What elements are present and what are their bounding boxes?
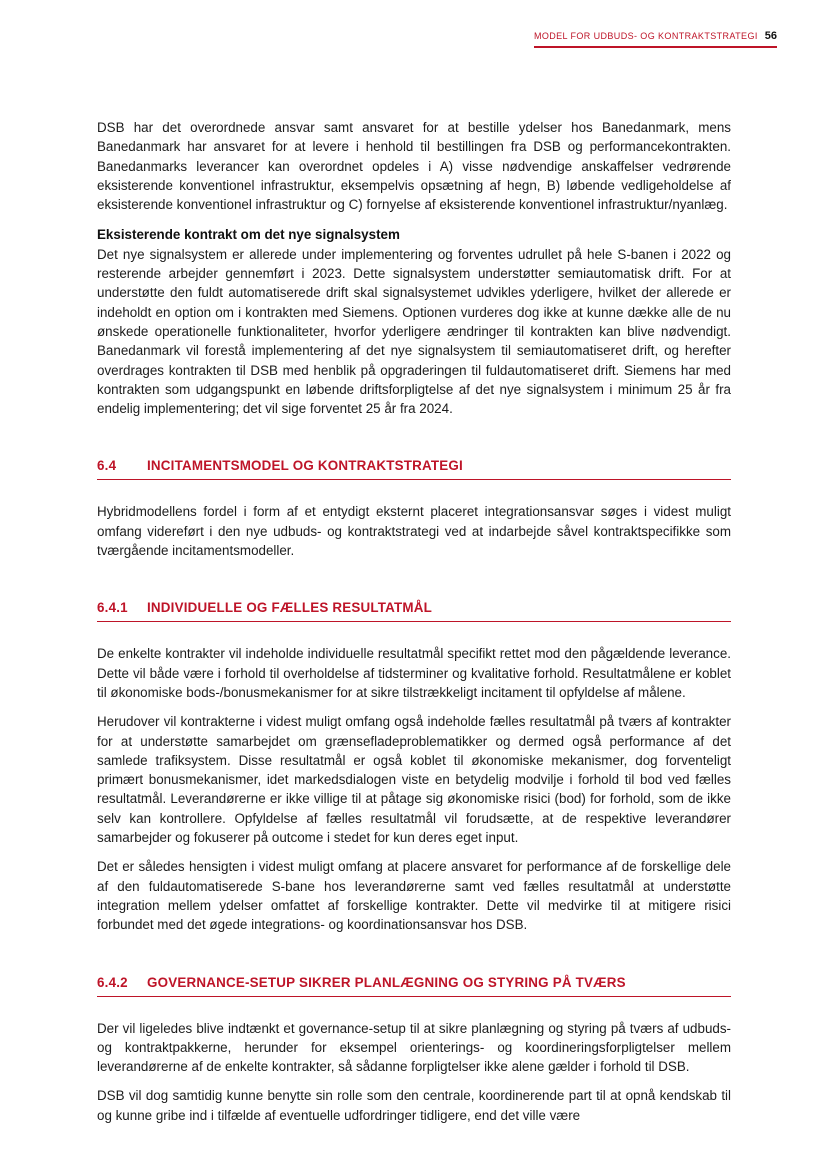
page-number: 56	[764, 30, 777, 42]
paragraph-signal-system: Det nye signalsystem er allerede under implementering og forventes udrullet på hele S-banen i 2022 og resterende arbejder gennemført i 2023. Dette signalsystem understøtter semiautomatisk drift. For at understøtte den fuldt automatiserede drift skal signalsystemet udvikles yderligere, hvilket der allerede er indeholdt en option om i kontrakten med Siemens. Optionen vurderes dog ikke at kunne dække alle de nu ønskede operationelle funktionaliteter, hvorfor yderligere ændringer til kontrakten kan blive nødvendigt. Banedanmark vil forestå implementering af det nye signalsystem til semiautomatiseret drift, og herefter overdrages kontrakten til DSB med henblik på opgraderingen til fuldautomatiseret drift. Siemens har med kontrakten som udgangspunkt en løbende driftsforpligtelse af det nye signalsystem i minimum 25 år fra endelig implementering; det vil sige forventet 25 år fra 2024.	[97, 246, 731, 417]
section-title: INDIVIDUELLE OG FÆLLES RESULTATMÅL	[147, 600, 433, 616]
paragraph-individual-targets: De enkelte kontrakter vil indeholde individuelle resultatmål specifikt rettet mod den pågældende leverance. Dette vil både være i forhold til overholdelse af tidsterminer og kvalitative forhold. Resultatmålene er koblet til økonomiske bods-/bonusmekanismer for at sikre tilstrækkeligt incitament til opfyldelse af målene.	[97, 646, 731, 700]
paragraph-hybrid-model: Hybridmodellens fordel i form af et entydigt eksternt placeret integrationsansvar søges i videst muligt omfang videreført i den nye udbuds- og kontraktstrategi ved at indarbejde såvel kontraktspecifikke som tværgående incitamentsmodeller.	[97, 504, 731, 559]
section-number: 6.4.2	[97, 974, 128, 990]
paragraph-shared-targets: Herudover vil kontrakterne i videst muligt omfang også indeholde fælles resultatmål på tværs af kontrakter for at understøtte samarbejdet om grænsefladeproblematikker og dermed også performance af det samlede trafiksystem. Disse resultatmål er også koblet til økonomiske mekanismer, dog forventeligt primært bonusmekanismer, idet markedsdialogen viste en betydelig modvilje i forhold til bod ved fælles resultatmål. Leverandørerne er ikke villige til at påtage sig økonomiske risici (bod) for forhold, som de ikke selv kan kontrollere. Opfyldelse af fælles resultatmål vil forudsætte, at de respektive leverandører samarbejder og fokuserer på outcome i stedet for kun deres eget input.	[97, 714, 731, 846]
paragraph-performance-responsibility: Det er således hensigten i videst muligt omfang at placere ansvaret for performance af de forskellige dele af den fuldautomatiserede S-bane hos leverandørerne samt ved fælles resultatmål at understøtte integration mellem ydelser omfattet af forskellige kontrakter. Dette vil medvirke til at mitigere risici forbundet med det øgede integrations- og koordinationsansvar hos DSB.	[97, 859, 731, 933]
section-title: INCITAMENTSMODEL OG KONTRAKTSTRATEGI	[147, 458, 463, 474]
paragraph-governance-setup: Der vil ligeledes blive indtænkt et governance-setup til at sikre planlægning og styring på tværs af udbuds- og kontraktpakkerne, herunder for eksempel orienterings- og koordineringsforpligtelser mellem leverandørerne af de enkelte kontrakter, så sådanne forpligtelser ikke alene gælder i forhold til DSB.	[97, 1020, 731, 1075]
section-title: GOVERNANCE-SETUP SIKRER PLANLÆGNING OG STYRING PÅ TVÆRS	[147, 974, 626, 990]
paragraph-dsb-banedanmark-responsibilities: DSB har det overordnede ansvar samt ansvaret for at bestille ydelser hos Banedanmark, mens Banedanmark har ansvaret for at levere i henhold til bestillingen fra DSB og performancekontrakten. Banedanmarks leverancer kan overordnet opdeles i A) visse nødvendige anskaffelser vedrørende eksisterende konventionel infrastruktur, eksempelvis opsætning af hegn, B) løbende vedligeholdelse af eksisterende konventionel infrastruktur og C) fornyelse af eksisterende konventionel infrastruktur/nyanlæg.	[97, 120, 731, 213]
page-header	[534, 30, 777, 48]
page-content	[97, 118, 731, 1135]
section-heading-6-4-1	[97, 600, 731, 622]
section-number: 6.4	[97, 458, 117, 474]
paragraph-dsb-central-role: DSB vil dog samtidig kunne benytte sin rolle som den centrale, koordinerende part til at opnå kendskab til og kunne gribe ind i tilfælde af eventuelle udfordringer tidligere, end det ville være	[97, 1088, 731, 1123]
section-number: 6.4.1	[97, 600, 128, 616]
running-header-title: MODEL FOR UDBUDS- OG KONTRAKTSTRATEGI	[533, 31, 758, 41]
subheading-existing-signal-contract: Eksisterende kontrakt om det nye signalsystem	[97, 227, 400, 243]
section-heading-6-4	[97, 458, 731, 480]
section-heading-6-4-2	[97, 975, 731, 997]
